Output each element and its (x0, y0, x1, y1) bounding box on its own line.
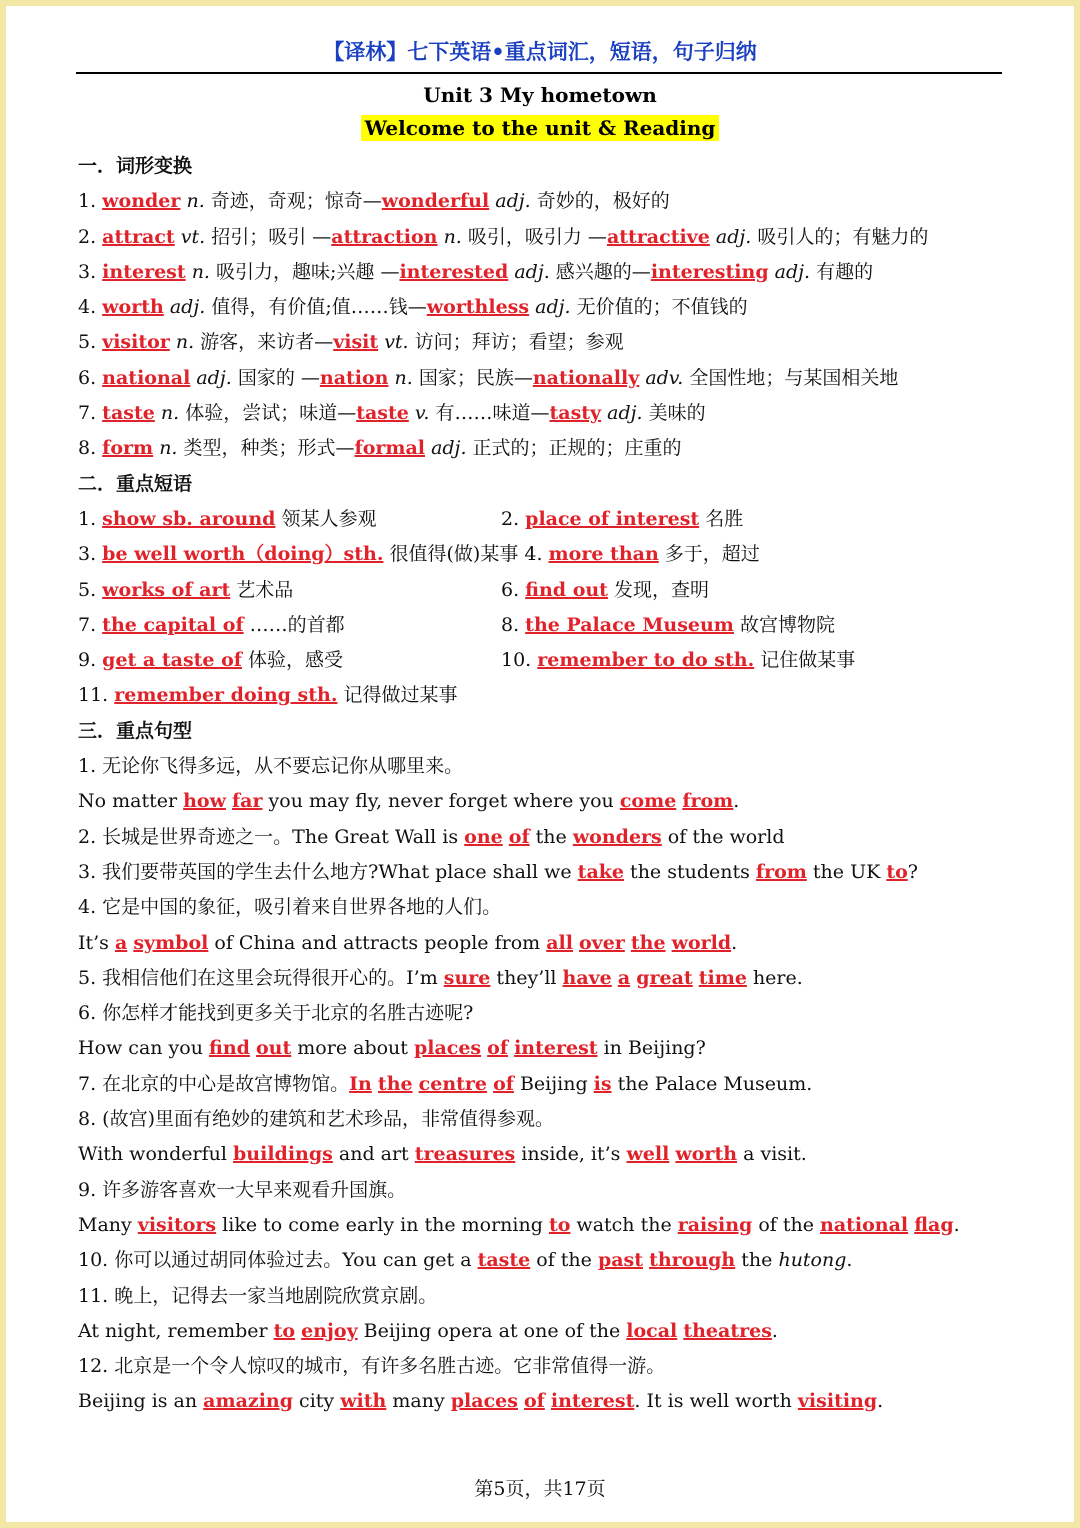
phrase-row (78, 643, 1038, 678)
answer-word: treasures (414, 1143, 516, 1166)
phrase-row (78, 608, 1038, 643)
text-segment: 4. (78, 296, 103, 319)
text-segment: more about (291, 1037, 414, 1060)
part-of-speech: vt. (384, 331, 409, 354)
sentence-line (78, 1137, 1038, 1172)
sentence-line (78, 1279, 1038, 1314)
answer-word: well (626, 1143, 670, 1166)
answer-word: tasty (549, 402, 602, 425)
answer-word: a (114, 931, 128, 954)
text-segment: 故宫博物院 (733, 613, 835, 636)
sentence-line (78, 1173, 1038, 1208)
phrase-right-column (501, 573, 709, 608)
answer-word: wonderful (381, 190, 490, 213)
text-segment: 类型，种类；形式— (177, 437, 355, 460)
part-of-speech: adj. (774, 260, 811, 283)
text-segment: 1. 无论你飞得多远，从不要忘记你从哪里来。 (78, 755, 464, 778)
answer-word: to (548, 1213, 571, 1236)
answer-word: visiting (797, 1390, 878, 1413)
phrase-right-column (501, 643, 855, 678)
part-of-speech: n. (191, 260, 210, 283)
answer-word: of (508, 825, 530, 848)
answer-word: form (102, 437, 154, 460)
text-segment: 2. (78, 225, 103, 248)
text-segment: of the (530, 1249, 598, 1272)
answer-word: wonder (102, 190, 181, 213)
text-segment: 感兴趣的— (549, 260, 651, 283)
answer-word: attract (102, 225, 175, 248)
answer-word: symbol (133, 931, 209, 954)
answer-word: over (579, 931, 625, 954)
phrase-row (78, 537, 1038, 572)
sentence-line (78, 1243, 1038, 1278)
sentence-line (78, 890, 1038, 925)
text-segment: 招引；吸引 — (205, 225, 332, 248)
text-segment: you may fly, never forget where you (262, 790, 620, 813)
answer-word: national (820, 1213, 909, 1236)
answer-word: worth (102, 296, 164, 319)
answer-word: raising (677, 1213, 753, 1236)
answer-word: interest (514, 1037, 598, 1060)
text-segment: 10. (501, 649, 538, 672)
answer-word: the Palace Museum (525, 613, 734, 636)
answer-word: worth (675, 1143, 738, 1166)
text-segment: 访问；拜访；看望；参观 (408, 331, 624, 354)
answer-word: show sb. around (102, 507, 276, 530)
document-header: 【译林】七下英语•重点词汇，短语，句子归纳 (323, 40, 757, 64)
answer-word: of (493, 1072, 514, 1095)
text-segment: 艺术品 (230, 578, 294, 601)
text-segment: 国家的 — (231, 366, 320, 389)
text-segment: 2. (501, 507, 526, 530)
answer-word: have (562, 966, 612, 989)
part-of-speech: n. (186, 190, 205, 213)
answer-word: to (273, 1319, 296, 1342)
answer-word: flag (914, 1213, 954, 1236)
text-segment: . (771, 1319, 778, 1342)
text-segment: With wonderful (78, 1143, 233, 1166)
text-segment: 3. (78, 260, 103, 283)
text-segment: inside, it’s (515, 1143, 627, 1166)
answer-word: find (209, 1037, 250, 1060)
vocab-item (78, 255, 1038, 290)
answer-word: with (340, 1390, 387, 1413)
phrase-list (78, 502, 1038, 714)
text-segment: they’ll (490, 966, 563, 989)
content (78, 149, 1038, 1420)
phrase-right-column (501, 608, 835, 643)
answer-word: is (593, 1072, 612, 1095)
answer-word: out (255, 1037, 292, 1060)
text-segment: 6. (501, 578, 526, 601)
text-segment: 10. 你可以通过胡同体验过去。You can get a (78, 1249, 478, 1272)
text-segment: 无价值的；不值钱的 (570, 296, 748, 319)
text-segment: watch the (570, 1213, 678, 1236)
answer-word: buildings (233, 1143, 333, 1166)
answer-word: find out (525, 578, 608, 601)
answer-word: taste (102, 402, 155, 425)
text-segment: 领某人参观 (275, 507, 377, 530)
text-segment: 正式的；正规的；庄重的 (466, 437, 682, 460)
section-sentences-title: 三．重点句型 (78, 719, 193, 742)
text-segment: 游客，来访者— (194, 331, 334, 354)
text-segment: . (733, 790, 740, 813)
part-of-speech: adj. (431, 437, 467, 460)
text-segment: 9. (78, 649, 103, 672)
answer-word: taste (477, 1249, 531, 1272)
text-segment: 7. 在北京的中心是故宫博物馆。 (78, 1072, 350, 1095)
part-of-speech: adj. (495, 190, 531, 213)
phrase-row (78, 573, 1038, 608)
answer-word: attraction (331, 225, 438, 248)
sentence-line (78, 1102, 1038, 1137)
answer-word: world (671, 931, 732, 954)
part-of-speech: n. (160, 402, 180, 425)
unit-title: Unit 3 My hometown (423, 83, 657, 107)
answer-word: time (698, 966, 747, 989)
text-segment: 5. (78, 331, 103, 354)
text-segment: the (529, 825, 573, 848)
header-divider (76, 72, 1002, 74)
sentence-line (78, 1208, 1038, 1243)
part-of-speech: n. (394, 366, 413, 389)
text-segment: 5. 我相信他们在这里会玩得很开心的。I’m (78, 966, 444, 989)
answer-word: interested (399, 260, 509, 283)
text-segment: 6. 你怎样才能找到更多关于北京的名胜古迹呢? (78, 1002, 474, 1025)
text-segment: At night, remember (78, 1319, 274, 1342)
vocab-list (78, 184, 1038, 466)
answer-word: formal (354, 437, 426, 460)
answer-word: get a taste of (102, 649, 242, 672)
text-segment: 吸引，吸引力 — (461, 225, 607, 248)
answer-word: past (597, 1249, 644, 1272)
answer-word: wonders (572, 825, 662, 848)
sentence-line (78, 820, 1038, 855)
text-segment: 奇迹，奇观；惊奇— (204, 190, 382, 213)
text-segment: 值得，有价值;值……钱— (205, 296, 427, 319)
text-segment: of the (752, 1213, 821, 1236)
text-segment: 很值得(做)某事 4. (383, 543, 549, 566)
text-segment: 记得做过某事 (337, 684, 458, 707)
text-segment: ……的首都 (243, 613, 345, 636)
text-segment: 全国性地；与某国相关地 (683, 366, 899, 389)
answer-word: attractive (606, 225, 710, 248)
sentence-line (78, 1067, 1038, 1102)
answer-word: far (231, 790, 263, 813)
text-segment: 4. 它是中国的象征，吸引着来自世界各地的人们。 (78, 896, 502, 919)
text-segment: 吸引人的；有魅力的 (751, 225, 929, 248)
sentence-line (78, 996, 1038, 1031)
answer-word: the (630, 931, 666, 954)
text-segment: the Palace Museum. (611, 1072, 813, 1095)
text-segment: of the world (661, 825, 785, 848)
sentence-line (78, 926, 1038, 961)
vocab-item (78, 361, 1038, 396)
part-of-speech: n. (175, 331, 195, 354)
answer-word: interest (550, 1390, 635, 1413)
answer-word: interesting (650, 260, 769, 283)
text-segment: city (293, 1390, 341, 1413)
vocab-item (78, 396, 1038, 431)
text-segment: 名胜 (699, 507, 744, 530)
text-segment: here. (746, 966, 803, 989)
answer-word: all (546, 931, 573, 954)
text-segment: 国家；民族— (412, 366, 533, 389)
answer-word: visitor (102, 331, 170, 354)
answer-word: to (886, 860, 908, 883)
sentence-line (78, 1031, 1038, 1066)
part-of-speech: adj. (514, 260, 550, 283)
answer-word: of (523, 1390, 545, 1413)
text-segment: How can you (78, 1037, 210, 1060)
text-segment: 7. (78, 402, 103, 425)
answer-word: remember to do sth. (537, 649, 755, 672)
text-segment: 12. 北京是一个令人惊叹的城市，有许多名胜古迹。它非常值得一游。 (78, 1355, 666, 1378)
text-segment: 2. 长城是世界奇迹之一。The Great Wall is (78, 825, 465, 848)
text-segment: 多于，超过 (658, 543, 760, 566)
text-segment: 8. (故宫)里面有绝妙的建筑和艺术珍品，非常值得参观。 (78, 1108, 554, 1131)
text-segment: 11. (78, 684, 115, 707)
text-segment: 发现，查明 (607, 578, 710, 601)
answer-word: how (183, 790, 226, 813)
phrase-row (78, 678, 1038, 713)
text-segment: . (731, 931, 738, 954)
answer-word: more than (548, 543, 659, 566)
section-vocab-title: 一．词形变换 (78, 155, 193, 177)
part-of-speech: n. (159, 437, 178, 460)
answer-word: a (617, 966, 631, 989)
part-of-speech: n. (443, 225, 462, 248)
text-segment: . (877, 1390, 884, 1413)
sentence-list (78, 749, 1038, 1420)
phrase-right-column (501, 502, 743, 537)
text-segment: 6. (78, 366, 103, 389)
sentence-line (78, 1349, 1038, 1384)
answer-word: remember doing sth. (114, 684, 338, 707)
part-of-speech: adj. (535, 296, 571, 319)
text-segment: Beijing opera at one of the (357, 1319, 627, 1342)
document-page (6, 6, 1074, 1522)
answer-word: the capital of (102, 613, 244, 636)
sentence-line (78, 855, 1038, 890)
page-number: 第5页，共17页 (474, 1478, 606, 1500)
text-segment: the (735, 1249, 779, 1272)
text-segment: 有……味道— (429, 402, 550, 425)
answer-word: nationally (532, 366, 640, 389)
part-of-speech: adj. (715, 225, 752, 248)
answer-word: the (377, 1072, 413, 1095)
answer-word: be well worth（doing）sth. (102, 543, 384, 566)
vocab-item (78, 325, 1038, 360)
answer-word: place of interest (525, 507, 700, 530)
text-segment: like to come early in the morning (216, 1213, 549, 1236)
unit-subtitle-wrap (6, 116, 1074, 140)
answer-word: places (450, 1390, 518, 1413)
text-segment: 1. (78, 190, 103, 213)
text-segment: No matter (78, 790, 184, 813)
text-segment: a visit. (737, 1143, 807, 1166)
text-segment: . (846, 1249, 853, 1272)
answer-word: come (619, 790, 677, 813)
text-segment: 吸引力，趣味;兴趣 — (209, 260, 400, 283)
text-segment: many (386, 1390, 451, 1413)
answer-word: In (349, 1072, 372, 1095)
text-segment: of China and attracts people from (208, 931, 547, 954)
answer-word: of (487, 1037, 509, 1060)
answer-word: great (636, 966, 693, 989)
answer-word: interest (102, 260, 186, 283)
text-segment: and art (332, 1143, 415, 1166)
text-segment: 奇妙的，极好的 (530, 190, 670, 213)
text-segment: 8. (78, 437, 103, 460)
text-segment: in Beijing? (597, 1037, 706, 1060)
sentence-line (78, 784, 1038, 819)
part-of-speech: adj. (169, 296, 206, 319)
vocab-item (78, 184, 1038, 219)
part-of-speech: adj. (196, 366, 232, 389)
answer-word: from (755, 860, 807, 883)
answer-word: enjoy (301, 1319, 358, 1342)
part-of-speech: adv. (645, 366, 684, 389)
answer-word: works of art (102, 578, 231, 601)
text-segment: 11. 晚上，记得去一家当地剧院欣赏京剧。 (78, 1284, 438, 1307)
text-segment: 8. (501, 613, 526, 636)
text-segment: 有趣的 (810, 260, 874, 283)
answer-word: amazing (203, 1390, 294, 1413)
answer-word: one (464, 825, 503, 848)
text-segment: 3. (78, 543, 103, 566)
part-of-speech: adj. (607, 402, 643, 425)
sentence-line (78, 961, 1038, 996)
answer-word: from (682, 790, 734, 813)
text-segment: Many (78, 1213, 138, 1236)
text-segment: 3. 我们要带英国的学生去什么地方?What place shall we (78, 860, 578, 883)
part-of-speech: v. (414, 402, 430, 425)
text-segment: 美味的 (642, 402, 706, 425)
answer-word: worthless (426, 296, 530, 319)
text-segment: 体验，感受 (241, 649, 344, 672)
text-segment: Beijing (513, 1072, 594, 1095)
sentence-line (78, 1384, 1038, 1419)
part-of-speech: hutong (778, 1249, 847, 1272)
answer-word: visitors (137, 1213, 217, 1236)
text-segment: 记住做某事 (754, 649, 856, 672)
text-segment: 5. (78, 578, 103, 601)
answer-word: national (102, 366, 191, 389)
vocab-item (78, 220, 1038, 255)
answer-word: local (626, 1319, 678, 1342)
answer-word: sure (443, 966, 491, 989)
text-segment: 7. (78, 613, 103, 636)
text-segment: 1. (78, 507, 103, 530)
answer-word: places (413, 1037, 482, 1060)
sentence-line (78, 749, 1038, 784)
answer-word: centre (418, 1072, 488, 1095)
answer-word: theatres (683, 1319, 772, 1342)
unit-subtitle: Welcome to the unit & Reading (361, 115, 720, 141)
section-phrases-title: 二．重点短语 (78, 472, 193, 495)
sentence-line (78, 1314, 1038, 1349)
text-segment: the UK (806, 860, 887, 883)
answer-word: taste (356, 402, 409, 425)
text-segment: 9. 许多游客喜欢一大早来观看升国旗。 (78, 1178, 407, 1201)
answer-word: take (577, 860, 625, 883)
text-segment: It’s (78, 931, 115, 954)
vocab-item (78, 431, 1038, 466)
vocab-item (78, 290, 1038, 325)
text-segment: ? (907, 860, 918, 883)
answer-word: nation (319, 366, 389, 389)
text-segment: 体验，尝试；味道— (179, 402, 357, 425)
part-of-speech: vt. (180, 225, 206, 248)
text-segment: . (953, 1213, 960, 1236)
phrase-row (78, 502, 1038, 537)
text-segment: . It is well worth (634, 1390, 798, 1413)
text-segment: the students (624, 860, 756, 883)
text-segment: Beijing is an (78, 1390, 204, 1413)
answer-word: through (649, 1249, 736, 1272)
answer-word: visit (333, 331, 379, 354)
